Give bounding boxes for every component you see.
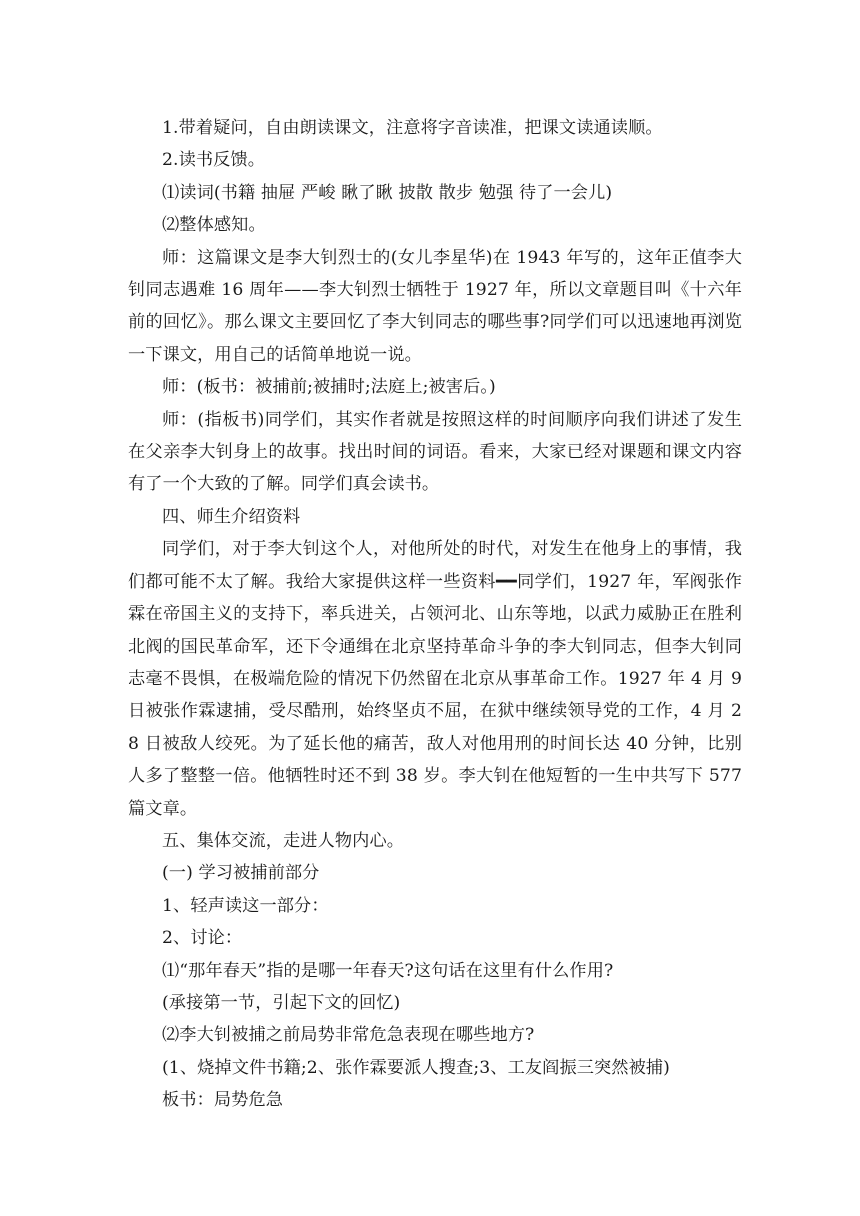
teacher-intro-paragraph: 师：这篇课文是李大钊烈士的(女儿李星华)在 1943 年写的，这年正值李大钊同志遇难 16 周年——李大钊烈士牺牲于 1927 年，所以文章题目叫《十六年前的回忆》。那么课文主要回忆了李大钊同志的哪些事?同学们可以迅速地再浏览一下课文，用自己的话简单地说一说。: [128, 247, 742, 365]
teacher-board-notes: 师：(板书：被捕前;被捕时;法庭上;被害后。): [162, 377, 496, 398]
section-5-heading: 五、集体交流，走进人物内心。: [162, 830, 405, 851]
overall-perception: ⑵整体感知。: [162, 215, 266, 236]
answer-2: (1、烧掉文件书籍;2、张作霖要派人搜查;3、工友阎振三突然被捕): [162, 1057, 670, 1078]
subsection-1-heading: (一) 学习被捕前部分: [162, 863, 320, 884]
step-2-heading: 2.读书反馈。: [162, 150, 266, 171]
step-1-instruction: 1.带着疑问，自由朗读课文，注意将字音读准，把课文读通读顺。: [162, 118, 663, 138]
question-1: ⑴“那年春天”指的是哪一年春天?这句话在这里有什么作用?: [162, 960, 614, 981]
question-2: ⑵李大钊被捕之前局势非常危急表现在哪些地方?: [162, 1025, 535, 1046]
background-material-paragraph: 同学们，对于李大钊这个人，对他所处的时代，对发生在他身上的事情，我们都可能不太了解。我给大家提供这样一些资料━━同学们，1927 年，军阀张作霖在帝国主义的支持下，率兵进关，占领河北、山东等地，以武力威胁正在胜利北阀的国民革命军，还下令通缉在北京坚持革命斗争的李大钊同志，但李大钊同志毫不畏惧，在极端危险的情况下仍然留在北京从事革命工作。1927 年 4 月 9 日被张作霖逮捕，受尽酷刑，始终坚贞不屈，在狱中继续领导党的工作，4 月 28 日被敌人绞死。为了延长他的痛苦，敌人对他用刑的时间长达 40 分钟，比别人多了整整一倍。他牺牲时还不到 38 岁。李大钊在他短暂的一生中共写下 577 篇文章。: [128, 539, 742, 819]
section-4-heading: 四、师生介绍资料: [162, 506, 301, 527]
vocabulary-reading: ⑴读词(书籍 抽屉 严峻 瞅了瞅 披散 散步 勉强 待了一会儿): [162, 182, 613, 203]
teacher-time-order-paragraph: 师：(指板书)同学们，其实作者就是按照这样的时间顺序向我们讲述了发生在父亲李大钊身上的故事。找出时间的词语。看来，大家已经对课题和课文内容有了一个大致的了解。同学们真会读书。: [128, 409, 742, 495]
discussion-item: 2、讨论：: [162, 928, 243, 949]
board-note-danger: 板书：局势危急: [162, 1090, 284, 1111]
document-body: [128, 112, 742, 1117]
answer-1: (承接第一节，引起下文的回忆): [162, 992, 401, 1013]
read-quietly-item: 1、轻声读这一部分：: [162, 895, 329, 916]
